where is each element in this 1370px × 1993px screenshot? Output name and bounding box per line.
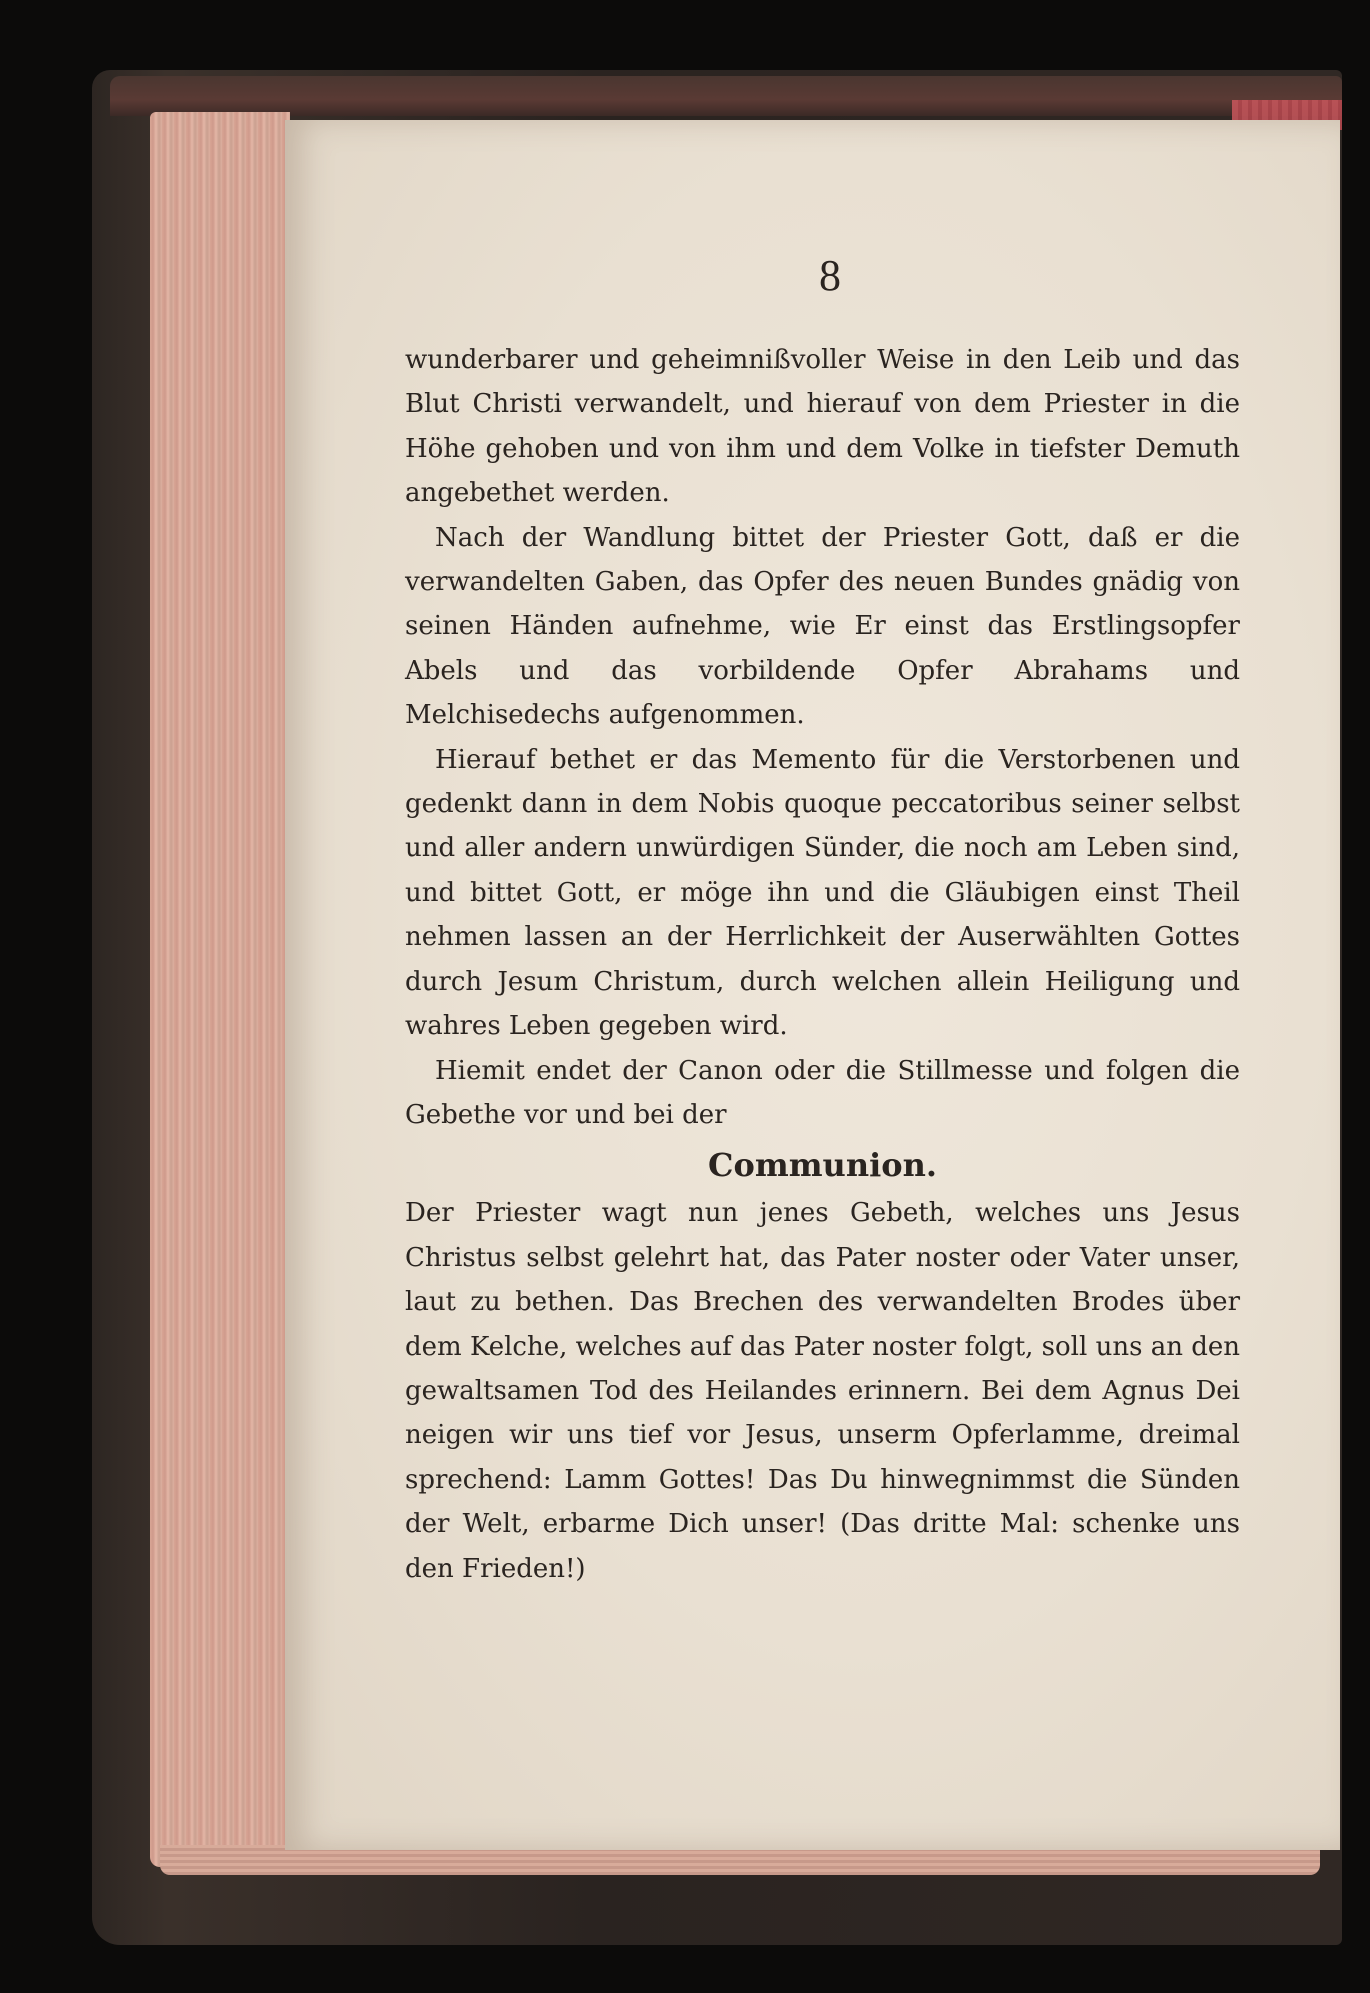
paragraph-5: Der Priester wagt nun jenes Gebeth, welches uns Jesus Christus selbst gelehrt hat, das Pater noster oder Vater unser, laut zu bethen. Das Brechen des verwandelten Brodes über dem Kelche, welches auf das Pater noster folgt, soll uns an den gewaltsamen Tod des Heilandes erinnern. Bei dem Agnus Dei neigen wir uns tief vor Jesus, unserm Opferlamme, dreimal sprechend: Lamm Gottes! Das Du hinwegnimmst die Sünden der Welt, erbarme Dich unser! (Das dritte Mal: schenke uns den Frieden!) [405,1198,1240,1584]
paragraph-1: wunderbarer und geheimnißvoller Weise in den Leib und das Blut Christi verwandelt, und hierauf von dem Priester in die Höhe gehoben und von ihm und dem Volke in tiefster Demuth angebethet werden. [405,345,1240,509]
book-cover-top [110,76,1342,116]
paragraph-4: Hiemit endet der Canon oder die Stillmesse und folgen die Gebethe vor und bei der [405,1055,1240,1130]
section-heading: Communion. [708,1146,937,1185]
paragraph-3: Hierauf bethet er das Memento für die Verstorbenen und gedenkt dann in dem Nobis quoque peccatoribus seiner selbst und aller andern unwürdigen Sünder, die noch am Leben sind, und bittet Gott, er möge ihn und die Gläubigen einst Theil nehmen lassen an der Herrlichkeit der Auserwählten Gottes durch Jesum Christum, durch welchen allein Heiligung und wahres Leben gegeben wird. [405,744,1240,1042]
page-number: 8 [819,251,841,300]
paragraph-2: Nach der Wandlung bittet der Priester Gott, daß er die verwandelten Gaben, das Opfer des neuen Bundes gnädig von seinen Händen aufnehme, wie Er einst das Erstlingsopfer Abels und das vorbildende Opfer Abrahams und Melchisedechs aufgenommen. [405,522,1240,731]
page-edges-left [150,112,290,1867]
page-text [405,338,1240,1591]
